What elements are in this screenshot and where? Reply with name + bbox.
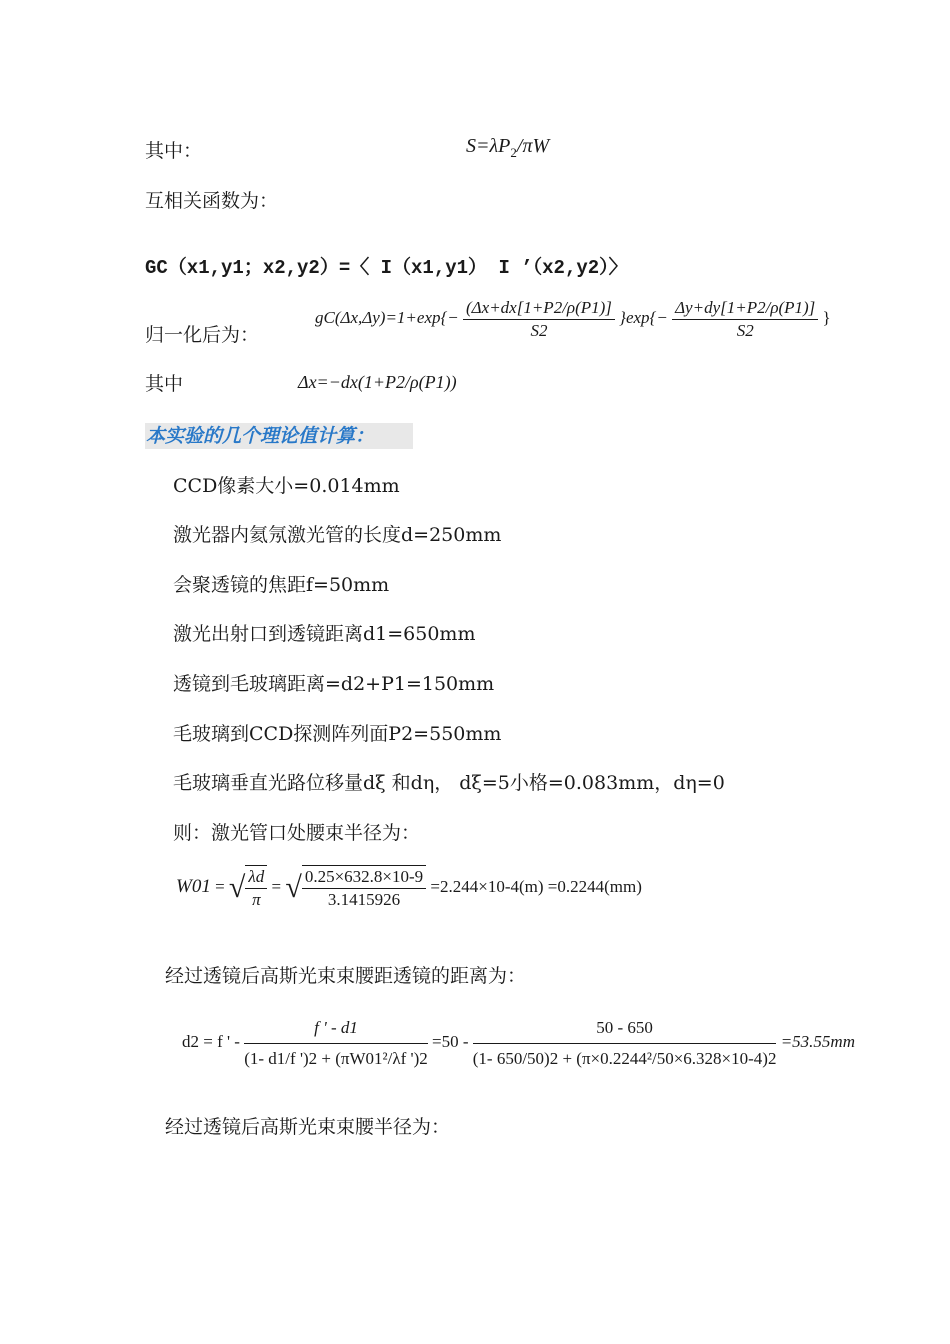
d2-label: 经过透镜后高斯光束束腰距透镜的距离为： — [165, 965, 527, 987]
s-formula: $S=\lambda P_2/\pi W$ — [466, 135, 550, 160]
param-focal-length: 会聚透镜的焦距f=50mm — [173, 574, 390, 596]
d2-den-1: (1- d1/f ')2 + (πW01²/λf ')2 — [244, 1048, 428, 1068]
sqrt-sign-1: √ — [228, 871, 246, 905]
w01-result: =2.244×10-4(m) =0.2244(mm) — [430, 877, 642, 896]
param-waist-label: 则：激光管口处腰束半径为： — [173, 822, 421, 844]
w01-formula: W01 = √ $\frac{\lambda d}{\pi}$ = √ $\frac{0.25\times 632.8\times 10-9}{3.1415926}$ =2.244×10-4(m) =0.2244(mm) — [176, 867, 642, 910]
d2-num-1: f ' - d1 — [244, 1017, 428, 1044]
gc-norm-frac-1 — [463, 297, 615, 342]
qizhong-label-2: 其中 — [145, 373, 184, 395]
d2-mid: =50 - — [432, 1032, 469, 1051]
d2-den-2: (1- 650/50)2 + (π×0.2244²/50×6.328×10-4)2 — [472, 1048, 777, 1068]
gc-norm-frac-2 — [672, 297, 818, 342]
section-heading — [145, 423, 413, 449]
param-d1: 激光出射口到透镜距离d1=650mm — [173, 623, 476, 645]
w01-frac1-den: π — [252, 890, 261, 910]
cross-correlation-label: 互相关函数为： — [145, 190, 279, 212]
gc-norm-mid: }exp{− — [619, 308, 668, 327]
w01-frac-1 — [245, 865, 267, 911]
gc-norm-left: gC(Δx,Δy)=1+exp{− — [315, 308, 459, 327]
w01-frac-2 — [302, 865, 426, 911]
gc-norm-end: } — [822, 308, 831, 327]
w01-frac1-num: λd — [245, 866, 267, 889]
w01-frac2-num: 0.25×632.8×10-9 — [302, 866, 426, 889]
param-d2-p1: 透镜到毛玻璃距离=d2+P1=150mm — [173, 673, 495, 695]
sqrt-sign-2: √ — [285, 871, 302, 905]
normalized-label: 归一化后为： — [145, 324, 260, 346]
param-ccd-pixel: CCD像素大小=0.014mm — [173, 475, 400, 497]
qizhong-label-1: 其中： — [145, 140, 203, 162]
d2-num-2: 50 - 650 — [473, 1017, 777, 1044]
w2-label: 经过透镜后高斯光束束腰半径为： — [165, 1116, 451, 1138]
dx-formula: Δx=−dx(1+P2/ρ(P1)) — [298, 372, 457, 392]
d2-frac-1 — [244, 1017, 428, 1070]
gc-formula: GC（x1,y1；x2,y2）=〈 I（x1,y1） I ’（x2,y2）〉 — [145, 257, 628, 279]
gc-norm-num-2: Δy+dy[1+P2/ρ(P1)] — [672, 297, 818, 320]
d2-lhs: d2 = f ' - — [182, 1032, 240, 1051]
w01-frac2-den: 3.1415926 — [327, 890, 401, 910]
gc-norm-den-2: S2 — [736, 320, 754, 340]
param-laser-tube-length: 激光器内氦氖激光管的长度d=250mm — [173, 524, 502, 546]
w01-lhs: W01 — [176, 876, 211, 897]
d2-result: =53.55mm — [780, 1032, 855, 1051]
gc-norm-num-1: (Δx+dx[1+P2/ρ(P1)] — [463, 297, 615, 320]
param-displacement: 毛玻璃垂直光路位移量dξ 和dη， dξ=5小格=0.083mm，dη=0 — [173, 772, 725, 794]
param-p2: 毛玻璃到CCD探测阵列面P2=550mm — [173, 723, 502, 745]
section-heading-text: 本实验的几个理论值计算： — [146, 425, 375, 447]
gc-normalized-formula — [315, 292, 831, 344]
d2-formula — [182, 1002, 855, 1082]
gc-norm-den-1: S2 — [530, 320, 548, 340]
d2-frac-2 — [473, 1017, 777, 1070]
